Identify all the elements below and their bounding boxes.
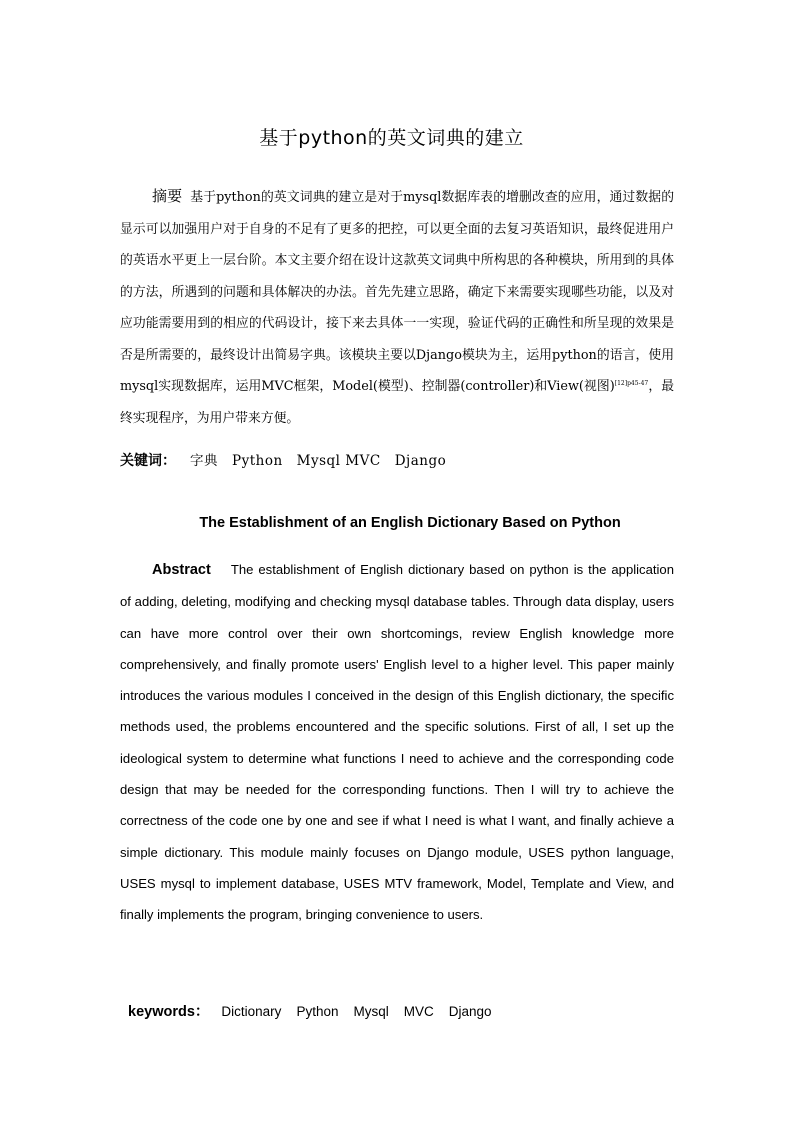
chinese-keyword: Python [232, 453, 283, 469]
chinese-keywords [120, 447, 674, 475]
english-keyword: Django [448, 1004, 492, 1019]
chinese-keyword: Django [394, 453, 447, 469]
chinese-abstract [120, 181, 674, 434]
english-keywords-label: keywords： [128, 1004, 210, 1020]
english-abstract [120, 554, 674, 931]
chinese-abstract-tail: ，最终实现程序，为用户带来方便。 [120, 379, 675, 426]
english-keyword: Python [296, 1004, 339, 1019]
chinese-title: 基于python的英文词典的建立 [259, 127, 524, 149]
english-abstract-text: The establishment of English dictionary based on python is the application of adding, deleting, modifying and checking mysql database tables. Through data display, users can have more control over their own shortcomings, review English knowledge more comprehensively, and finally promote users' English level to a higher level. This paper mainly introduces the various modules I conceived in the design of this English dictionary, the specific methods used, the problems encountered and the specific solutions. First of all, I set up the ideological system to determine what functions I need to achieve and the corresponding code design that may be needed for the corresponding functions. Then I will try to achieve the correctness of the code one by one and see if what I need is what I want, and finally achieve a simple dictionary. This module mainly focuses on Django module, USES python language, USES mysql to implement database, USES MTV framework, Model, Template and View, and finally implements the program, bringing convenience to users. [120, 562, 674, 923]
english-title: The Establishment of an English Dictionary Based on Python [199, 515, 621, 531]
chinese-keyword: 字典 [190, 453, 218, 469]
chinese-keywords-label: 关键词： [120, 453, 176, 469]
chinese-keyword: Mysql MVC [296, 453, 381, 469]
english-keyword: MVC [403, 1004, 434, 1019]
english-abstract-label: Abstract [152, 562, 211, 578]
english-keywords [128, 998, 688, 1026]
english-keyword: Mysql [353, 1004, 389, 1019]
chinese-abstract-label: 摘要 [152, 187, 183, 205]
chinese-abstract-text: 基于python的英文词典的建立是对于mysql数据库表的增删改查的应用，通过数据的显示可以加强用户对于自身的不足有了更多的把控，可以更全面的去复习英语知识，最终促进用户的英语水平更上一层台阶。本文主要介绍在设计这款英文词典中所构思的各种模块，所用到的具体的方法，所遇到的问题和具体解决的办法。首先先建立思路，确定下来需要实现哪些功能，以及对应功能需要用到的相应的代码设计，接下来去具体一一实现，验证代码的正确性和所呈现的效果是否是所需要的，最终设计出简易字典。该模块主要以Django模块为主，运用python的语言，使用mysql实现数据库，运用MVC框架，Model(模型)、控制器(controller)和View(视图) [120, 190, 674, 394]
english-keyword: Dictionary [221, 1004, 282, 1019]
citation-superscript: [12]p45-47 [614, 380, 649, 387]
